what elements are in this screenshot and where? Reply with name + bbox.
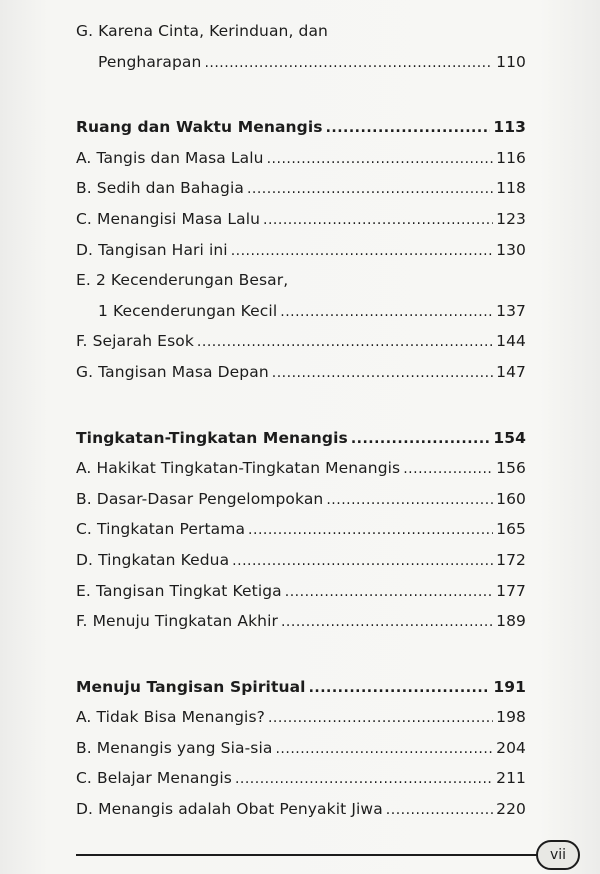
toc-entry-label: C. Tingkatan Pertama xyxy=(76,520,246,539)
toc-entry-label: B. Dasar-Dasar Pengelompokan xyxy=(76,489,324,508)
toc-page-number: 198 xyxy=(496,708,526,727)
toc-entry xyxy=(76,459,526,490)
toc-page-number: 211 xyxy=(496,769,526,788)
toc-page-number: 116 xyxy=(496,148,526,167)
toc-page-number: 110 xyxy=(496,52,526,71)
dot-leader xyxy=(351,431,491,447)
toc-entry xyxy=(76,210,526,241)
toc-entry-label: Pengharapan xyxy=(98,52,202,71)
toc-entry-label: 1 Kecenderungan Kecil xyxy=(98,301,278,320)
dot-leader xyxy=(248,522,493,538)
toc-page-number: 177 xyxy=(496,581,526,600)
dot-leader xyxy=(263,212,493,228)
toc-page-number: 191 xyxy=(493,677,526,696)
toc-entry xyxy=(76,769,526,800)
toc-page-number: 130 xyxy=(496,240,526,259)
toc-entry-continuation xyxy=(76,302,526,333)
dot-leader xyxy=(275,741,493,757)
dot-leader xyxy=(204,55,493,71)
toc-page-number: 113 xyxy=(493,118,526,137)
dot-leader xyxy=(268,710,493,726)
table-of-contents xyxy=(76,22,526,831)
toc-entry-label: C. Belajar Menangis xyxy=(76,769,232,788)
toc-entry-label: D. Tangisan Hari ini xyxy=(76,240,228,259)
toc-entry-label: D. Menangis adalah Obat Penyakit Jiwa xyxy=(76,800,383,819)
toc-page-number: 204 xyxy=(496,738,526,757)
toc-page-number: 220 xyxy=(496,800,526,819)
toc-page-number: 137 xyxy=(496,301,526,320)
toc-entry-label: G. Tangisan Masa Depan xyxy=(76,362,269,381)
toc-entry-label: G. Karena Cinta, Kerinduan, dan xyxy=(76,22,328,40)
toc-page-number: 189 xyxy=(496,612,526,631)
footer-rule xyxy=(76,854,538,856)
dot-leader xyxy=(272,365,493,381)
toc-page-number: 165 xyxy=(496,520,526,539)
toc-entry-label: E. 2 Kecenderungan Besar, xyxy=(76,271,289,290)
toc-entry-label: A. Tangis dan Masa Lalu xyxy=(76,148,264,167)
toc-page-number: 118 xyxy=(496,179,526,198)
dot-leader xyxy=(231,243,493,259)
toc-entry-label: F. Menuju Tingkatan Akhir xyxy=(76,612,278,631)
toc-page-number: 144 xyxy=(496,332,526,351)
dot-leader xyxy=(386,802,493,818)
dot-leader xyxy=(267,151,494,167)
toc-entry-label: A. Hakikat Tingkatan-Tingkatan Menangis xyxy=(76,459,401,478)
dot-leader xyxy=(232,553,493,569)
toc-entry xyxy=(76,179,526,210)
toc-entry xyxy=(76,708,526,739)
toc-section-heading xyxy=(76,429,526,460)
toc-entry xyxy=(76,241,526,272)
toc-entry xyxy=(76,551,526,582)
toc-entry xyxy=(76,22,526,53)
toc-entry-label: C. Menangisi Masa Lalu xyxy=(76,209,261,228)
section-title: Tingkatan-Tingkatan Menangis xyxy=(76,428,348,447)
toc-entry-label: F. Sejarah Esok xyxy=(76,332,194,351)
dot-leader xyxy=(280,304,493,320)
dot-leader xyxy=(235,771,493,787)
toc-entry xyxy=(76,582,526,613)
toc-entry xyxy=(76,149,526,180)
toc-entry xyxy=(76,332,526,363)
toc-entry-label: E. Tangisan Tingkat Ketiga xyxy=(76,581,282,600)
dot-leader xyxy=(285,584,493,600)
toc-entry-continuation xyxy=(76,53,526,84)
dot-leader xyxy=(326,120,491,136)
dot-leader xyxy=(247,181,493,197)
toc-entry-label: B. Sedih dan Bahagia xyxy=(76,179,244,198)
dot-leader xyxy=(326,492,493,508)
toc-entry xyxy=(76,490,526,521)
toc-entry xyxy=(76,800,526,831)
toc-entry xyxy=(76,271,526,302)
section-title: Ruang dan Waktu Menangis xyxy=(76,118,323,137)
dot-leader xyxy=(309,680,491,696)
toc-page-number: 123 xyxy=(496,209,526,228)
toc-entry xyxy=(76,520,526,551)
toc-entry xyxy=(76,363,526,394)
page-number: vii xyxy=(549,847,567,863)
toc-section-heading xyxy=(76,678,526,709)
toc-page-number: 147 xyxy=(496,362,526,381)
toc-entry xyxy=(76,739,526,770)
toc-entry xyxy=(76,612,526,643)
toc-page-number: 156 xyxy=(496,459,526,478)
page-number-badge xyxy=(536,840,580,870)
toc-page-number: 160 xyxy=(496,489,526,508)
dot-leader xyxy=(403,461,493,477)
toc-entry-label: A. Tidak Bisa Menangis? xyxy=(76,708,265,727)
toc-entry-label: B. Menangis yang Sia-sia xyxy=(76,738,273,757)
toc-entry-label: D. Tingkatan Kedua xyxy=(76,550,230,569)
dot-leader xyxy=(281,614,493,630)
section-title: Menuju Tangisan Spiritual xyxy=(76,677,306,696)
dot-leader xyxy=(197,334,493,350)
toc-page-number: 172 xyxy=(496,550,526,569)
toc-page-number: 154 xyxy=(493,428,526,447)
toc-section-heading xyxy=(76,118,526,149)
